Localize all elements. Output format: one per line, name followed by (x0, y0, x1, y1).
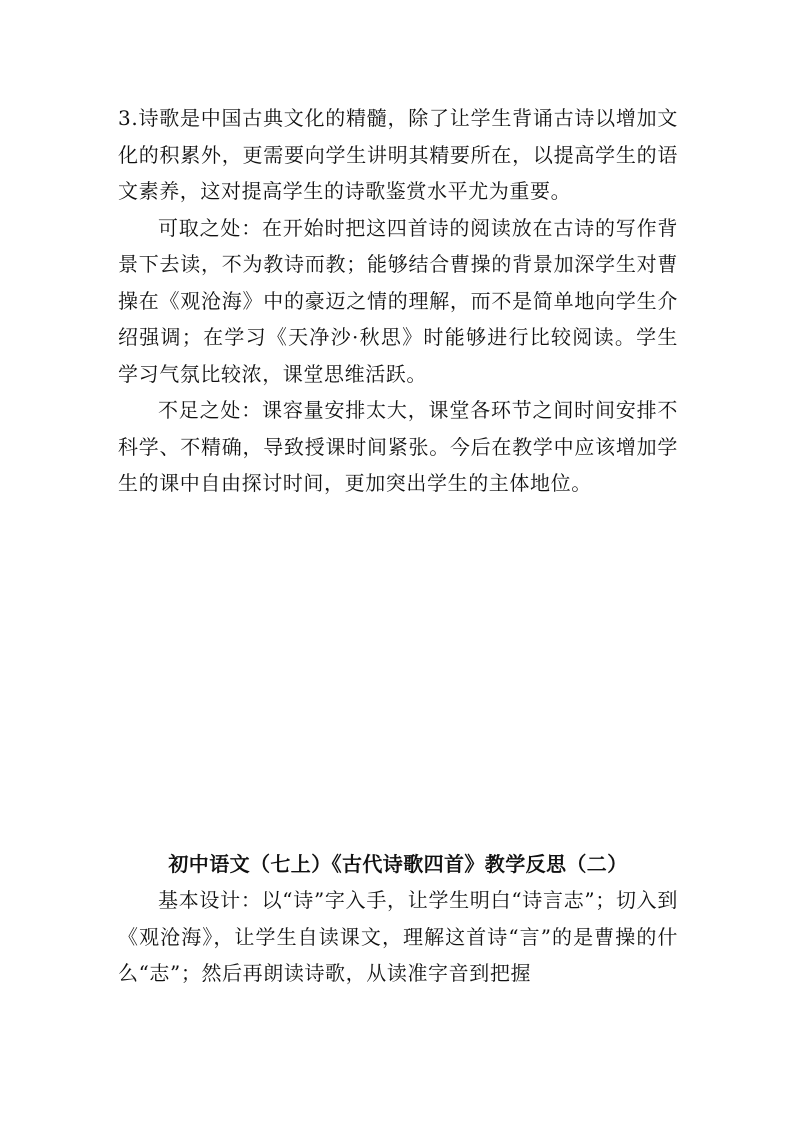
paragraph-weaknesses: 不足之处：课容量安排太大，课堂各环节之间时间安排不科学、不精确，导致授课时间紧张。今后在教学中应该增加学生的课中自由探讨时间，更加突出学生的主体地位。 (118, 398, 678, 495)
paragraph-basic-design: 基本设计：以“诗”字入手，让学生明白“诗言志”；切入到《观沧海》，让学生自读课文，理解这首诗“言”的是曹操的什么“志”；然后再朗读诗歌，从读准字音到把握 (118, 888, 678, 985)
reflection-section-two (118, 846, 678, 992)
reflection-section-one (118, 100, 678, 502)
paragraph-point-3: 3.诗歌是中国古典文化的精髓，除了让学生背诵古诗以增加文化的积累外，更需要向学生讲明其精要所在，以提高学生的语文素养，这对提高学生的诗歌鉴赏水平尤为重要。 (118, 106, 678, 203)
document-title: 初中语文（七上）《古代诗歌四首》教学反思（二） (168, 852, 628, 876)
paragraph-strengths: 可取之处：在开始时把这四首诗的阅读放在古诗的写作背景下去读，不为教诗而教；能够结合曹操的背景加深学生对曹操在《观沧海》中的豪迈之情的理解，而不是简单地向学生介绍强调；在学习《天净沙·秋思》时能够进行比较阅读。学生学习气氛比较浓，课堂思维活跃。 (118, 215, 678, 386)
